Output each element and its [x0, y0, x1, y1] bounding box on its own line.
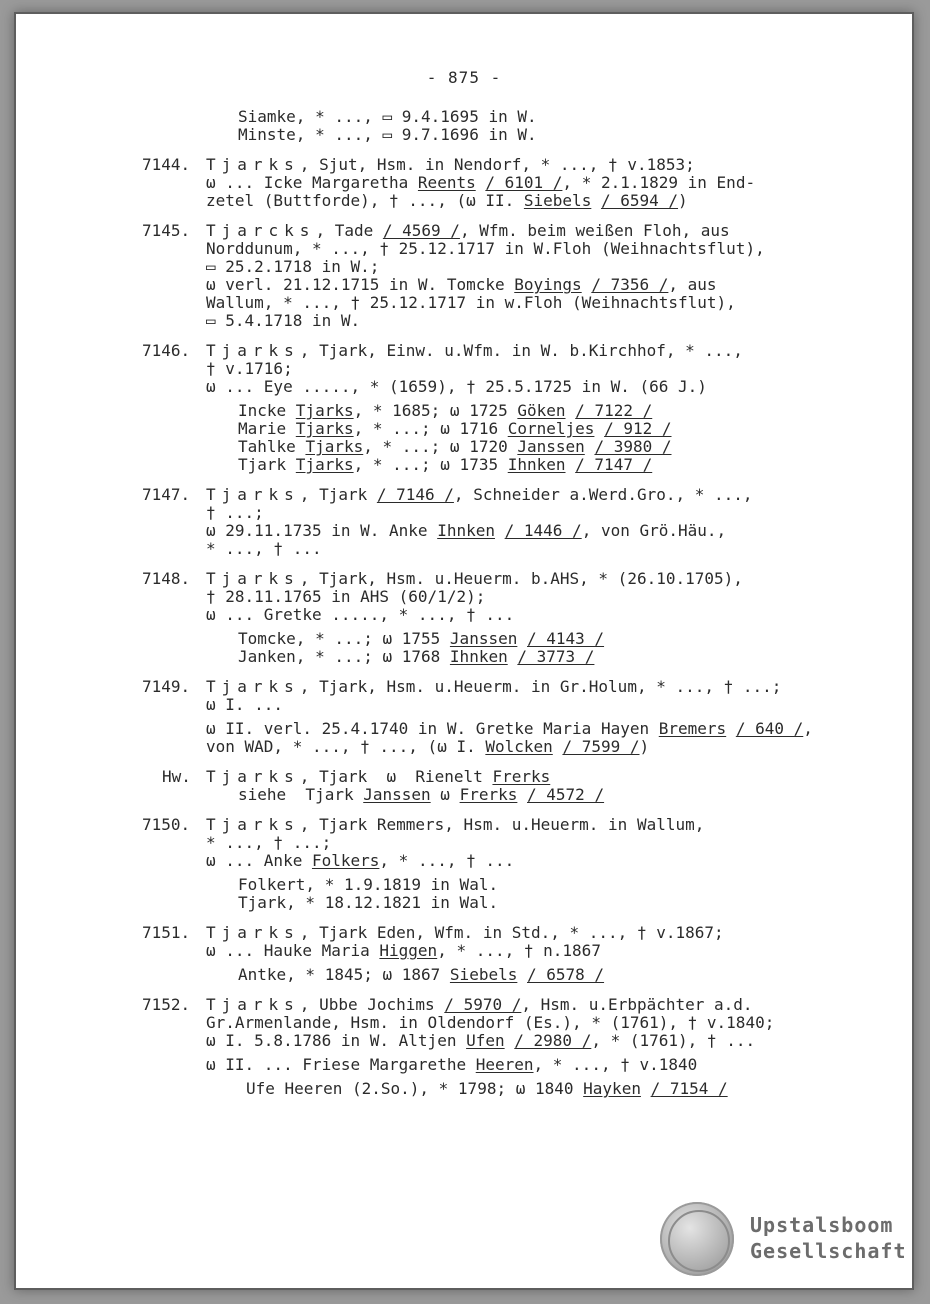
line-text: ω ... Eye ....., * (1659), † 25.5.1725 in W. (66 J.)	[206, 377, 707, 396]
entry-line	[14, 966, 914, 984]
line-text: , * ...; ω 1716	[353, 419, 508, 438]
line-text	[508, 647, 518, 666]
line-text: Incke	[238, 401, 296, 420]
line-text: Tjark	[238, 455, 296, 474]
underlined-reference: Tjarks	[295, 455, 354, 474]
entry-line	[14, 678, 914, 696]
underlined-reference: Ihnken	[437, 521, 495, 540]
line-text: Tomcke, * ...; ω 1755	[238, 629, 450, 648]
line-text: , Hsm. u.Erbpächter a.d.	[521, 995, 753, 1014]
entry-line	[14, 852, 914, 870]
line-text: , Tjark Eden, Wfm. in Std., * ..., † v.1867;	[299, 923, 724, 942]
entry-number: 7148.	[142, 569, 191, 588]
society-logo	[660, 1202, 910, 1282]
line-text: Marie	[238, 419, 296, 438]
line-text: Norddunum, * ..., † 25.12.1717 in W.Floh (Weihnachtsflut),	[206, 239, 765, 258]
logo-line-2: Gesellschaft	[750, 1239, 907, 1263]
entry	[14, 678, 914, 756]
underlined-reference: Frerks	[459, 785, 518, 804]
entry-line	[14, 720, 914, 738]
line-text: ω verl. 21.12.1715 in W. Tomcke	[206, 275, 515, 294]
underlined-reference: / 5970 /	[444, 995, 522, 1014]
entry-line	[14, 312, 914, 330]
surname-spaced: Tjarks	[206, 767, 300, 786]
underlined-reference: Tjarks	[295, 419, 354, 438]
entry-line	[14, 738, 914, 756]
line-text: , Tjark, Einw. u.Wfm. in W. b.Kirchhof, * ...,	[299, 341, 743, 360]
line-text: ω ... Hauke Maria	[206, 941, 380, 960]
surname-spaced: Tjarks	[206, 341, 300, 360]
underlined-reference: Bremers	[658, 719, 727, 738]
entry-line	[14, 522, 914, 540]
line-text: , Sjut, Hsm. in Nendorf, * ..., † v.1853;	[299, 155, 695, 174]
line-text: ▭ 5.4.1718 in W.	[206, 311, 361, 330]
line-text: , * ...; ω 1720	[363, 437, 518, 456]
entry	[14, 924, 914, 984]
underlined-reference: Ufen	[466, 1031, 505, 1050]
line-text: † ...;	[206, 503, 264, 522]
line-text: Folkert, * 1.9.1819 in Wal.	[238, 875, 499, 894]
entry-line	[14, 156, 914, 174]
entry-number: 7144.	[142, 155, 191, 174]
seal-icon	[660, 1202, 734, 1276]
line-text: , von Grö.Häu.,	[581, 521, 727, 540]
entry-line	[14, 1014, 914, 1032]
entry	[14, 996, 914, 1098]
entry	[14, 570, 914, 666]
line-text	[476, 173, 486, 192]
entry-line	[14, 696, 914, 714]
line-text: ω ... Icke Margaretha	[206, 173, 418, 192]
entry-line	[14, 258, 914, 276]
underlined-reference: Hayken	[583, 1079, 641, 1098]
entry-number: Hw.	[162, 767, 191, 786]
entry-line	[14, 834, 914, 852]
line-text: Wallum, * ..., † 25.12.1717 in w.Floh (Weihnachtsflut),	[206, 293, 736, 312]
entry-line	[14, 192, 914, 210]
entry-line	[14, 1080, 914, 1098]
line-text: , Wfm. beim weißen Floh, aus	[459, 221, 730, 240]
underlined-reference: Reents	[417, 173, 476, 192]
entry-line	[14, 816, 914, 834]
line-text: , * 2.1.1829 in End-	[562, 173, 756, 192]
line-text: † v.1716;	[206, 359, 293, 378]
line-text	[566, 401, 576, 420]
line-text: Antke, * 1845; ω 1867	[238, 965, 450, 984]
entry-line	[14, 540, 914, 558]
line-text	[582, 275, 592, 294]
underlined-reference: Ihnken	[449, 647, 508, 666]
underlined-reference: Boyings	[514, 275, 582, 294]
underlined-reference: / 912 /	[604, 419, 672, 438]
line-text: , * ..., † v.1840	[533, 1055, 698, 1074]
line-text	[594, 419, 604, 438]
entry-number: 7152.	[142, 995, 191, 1014]
line-text: † 28.11.1765 in AHS (60/1/2);	[206, 587, 486, 606]
entry-line	[14, 648, 914, 666]
entry-line	[14, 378, 914, 396]
line-text: ▭ 25.2.1718 in W.;	[206, 257, 380, 276]
underlined-reference: Heeren	[475, 1055, 534, 1074]
surname-spaced: Tjarks	[206, 677, 300, 696]
entry-line	[14, 174, 914, 192]
line-text: , * 1685; ω 1725	[353, 401, 518, 420]
line-text: )	[639, 737, 650, 756]
line-text: ω II. verl. 25.4.1740 in W. Gretke Maria Hayen	[206, 719, 659, 738]
line-text: von WAD, * ..., † ..., (ω I.	[206, 737, 486, 756]
line-text: ω 29.11.1735 in W. Anke	[206, 521, 438, 540]
entry-line	[14, 342, 914, 360]
entry	[14, 816, 914, 912]
logo-line-1: Upstalsboom	[750, 1213, 894, 1237]
underlined-reference: / 7147 /	[575, 455, 653, 474]
underlined-reference: Corneljes	[507, 419, 595, 438]
line-text: , Tjark, Hsm. u.Heuerm. b.AHS, * (26.10.1705),	[299, 569, 743, 588]
entry-number: 7146.	[142, 341, 191, 360]
line-text: , aus	[668, 275, 717, 294]
underlined-reference: Janssen	[363, 785, 431, 804]
entry-line	[14, 126, 914, 144]
line-text	[726, 719, 736, 738]
line-text: , Ubbe Jochims	[299, 995, 445, 1014]
line-text: , Tjark, Hsm. u.Heuerm. in Gr.Holum, * ..., † ...;	[299, 677, 782, 696]
line-text: ω ... Anke	[206, 851, 312, 870]
line-text: ω II. ... Friese Margarethe	[206, 1055, 476, 1074]
line-text	[517, 965, 527, 984]
line-text: , * (1761), † ...	[591, 1031, 756, 1050]
underlined-reference: / 6101 /	[485, 173, 563, 192]
entry	[14, 768, 914, 804]
underlined-reference: / 3980 /	[594, 437, 672, 456]
entry-line	[14, 924, 914, 942]
underlined-reference: Siebels	[449, 965, 518, 984]
underlined-reference: Tjarks	[295, 401, 354, 420]
underlined-reference: / 7122 /	[575, 401, 653, 420]
entry-number: 7151.	[142, 923, 191, 942]
underlined-reference: / 640 /	[735, 719, 804, 738]
line-text: * ..., † ...	[206, 539, 322, 558]
underlined-reference: Frerks	[492, 767, 551, 786]
underlined-reference: Higgen	[379, 941, 438, 960]
line-text	[566, 455, 576, 474]
entry-line	[14, 438, 914, 456]
entry-line	[14, 768, 914, 786]
surname-spaced: Tjarks	[206, 569, 300, 588]
underlined-reference: Janssen	[517, 437, 585, 456]
line-text: , Tjark Remmers, Hsm. u.Heuerm. in Wallum,	[299, 815, 705, 834]
line-text: ω ... Gretke ....., * ..., † ...	[206, 605, 515, 624]
document-page	[14, 12, 914, 1290]
underlined-reference: / 6578 /	[527, 965, 605, 984]
entry-line	[14, 222, 914, 240]
line-text: Minste, * ..., ▭ 9.7.1696 in W.	[238, 125, 537, 144]
entry	[14, 156, 914, 210]
underlined-reference: / 7146 /	[376, 485, 454, 504]
entry-line	[14, 294, 914, 312]
line-text: ω	[430, 785, 460, 804]
line-text: , * ...; ω 1735	[353, 455, 508, 474]
line-text: ω I. ...	[206, 695, 284, 714]
entry	[14, 342, 914, 474]
underlined-reference: / 4569 /	[382, 221, 460, 240]
underlined-reference: Tjarks	[305, 437, 364, 456]
logo-text	[750, 1212, 907, 1264]
surname-spaced: Tjarcks	[206, 221, 316, 240]
entry-line	[14, 420, 914, 438]
underlined-reference: Göken	[517, 401, 566, 420]
underlined-reference: Siebels	[523, 191, 592, 210]
underlined-reference: Folkers	[311, 851, 380, 870]
line-text	[505, 1031, 515, 1050]
surname-spaced: Tjarks	[206, 485, 300, 504]
line-text: ,	[803, 719, 813, 738]
surname-spaced: Tjarks	[206, 923, 300, 942]
line-text: siehe Tjark	[238, 785, 364, 804]
entry-line	[14, 996, 914, 1014]
line-text: , Tjark ω Rienelt	[299, 767, 493, 786]
underlined-reference: / 7154 /	[650, 1079, 728, 1098]
underlined-reference: / 6594 /	[600, 191, 679, 210]
line-text: ω I. 5.8.1786 in W. Altjen	[206, 1031, 467, 1050]
entry-line	[14, 606, 914, 624]
line-text	[591, 191, 601, 210]
line-text: Janken, * ...; ω 1768	[238, 647, 450, 666]
line-text: Tahlke	[238, 437, 306, 456]
entry-number: 7147.	[142, 485, 191, 504]
underlined-reference: / 2980 /	[514, 1031, 592, 1050]
entry	[14, 108, 914, 144]
line-text	[517, 629, 527, 648]
entry-line	[14, 588, 914, 606]
line-text: Gr.Armenlande, Hsm. in Oldendorf (Es.), * (1761), † v.1840;	[206, 1013, 775, 1032]
underlined-reference: Janssen	[449, 629, 518, 648]
line-text: )	[678, 191, 688, 210]
line-text: , * ..., † n.1867	[437, 941, 601, 960]
line-text: Tjark, * 18.12.1821 in Wal.	[238, 893, 499, 912]
entry	[14, 486, 914, 558]
entry-line	[14, 504, 914, 522]
line-text: zetel (Buttforde), † ..., (ω II.	[206, 191, 524, 210]
entry-line	[14, 486, 914, 504]
underlined-reference: Ihnken	[507, 455, 566, 474]
line-text	[585, 437, 595, 456]
line-text: , * ..., † ...	[379, 851, 515, 870]
line-text: * ..., † ...;	[206, 833, 332, 852]
entry-line	[14, 456, 914, 474]
entry-line	[14, 1056, 914, 1074]
line-text: , Tjark	[299, 485, 377, 504]
underlined-reference: / 1446 /	[504, 521, 582, 540]
entry-number: 7149.	[142, 677, 191, 696]
surname-spaced: Tjarks	[206, 815, 300, 834]
entry-line	[14, 630, 914, 648]
entry-line	[14, 360, 914, 378]
entry-number: 7150.	[142, 815, 191, 834]
underlined-reference: Wolcken	[485, 737, 553, 756]
line-text	[517, 785, 527, 804]
entry-line	[14, 786, 914, 804]
entry-line	[14, 894, 914, 912]
entry-line	[14, 402, 914, 420]
underlined-reference: / 3773 /	[517, 647, 595, 666]
surname-spaced: Tjarks	[206, 155, 300, 174]
line-text: , Schneider a.Werd.Gro., * ...,	[453, 485, 753, 504]
entry-line	[14, 1032, 914, 1050]
underlined-reference: / 4572 /	[527, 785, 605, 804]
line-text	[553, 737, 563, 756]
entry	[14, 222, 914, 330]
entry-number: 7145.	[142, 221, 191, 240]
line-text	[495, 521, 505, 540]
entry-line	[14, 240, 914, 258]
line-text: , Tade	[315, 221, 383, 240]
surname-spaced: Tjarks	[206, 995, 300, 1014]
page-number: - 875 -	[426, 68, 502, 87]
entry-line	[14, 942, 914, 960]
underlined-reference: / 4143 /	[527, 629, 605, 648]
entry-line	[14, 876, 914, 894]
line-text: Siamke, * ..., ▭ 9.4.1695 in W.	[238, 107, 537, 126]
entries-list	[14, 108, 914, 1110]
entry-line	[14, 570, 914, 588]
underlined-reference: / 7356 /	[591, 275, 669, 294]
line-text: Ufe Heeren (2.So.), * 1798; ω 1840	[246, 1079, 584, 1098]
line-text	[641, 1079, 651, 1098]
entry-line	[14, 276, 914, 294]
entry-line	[14, 108, 914, 126]
underlined-reference: / 7599 /	[562, 737, 640, 756]
